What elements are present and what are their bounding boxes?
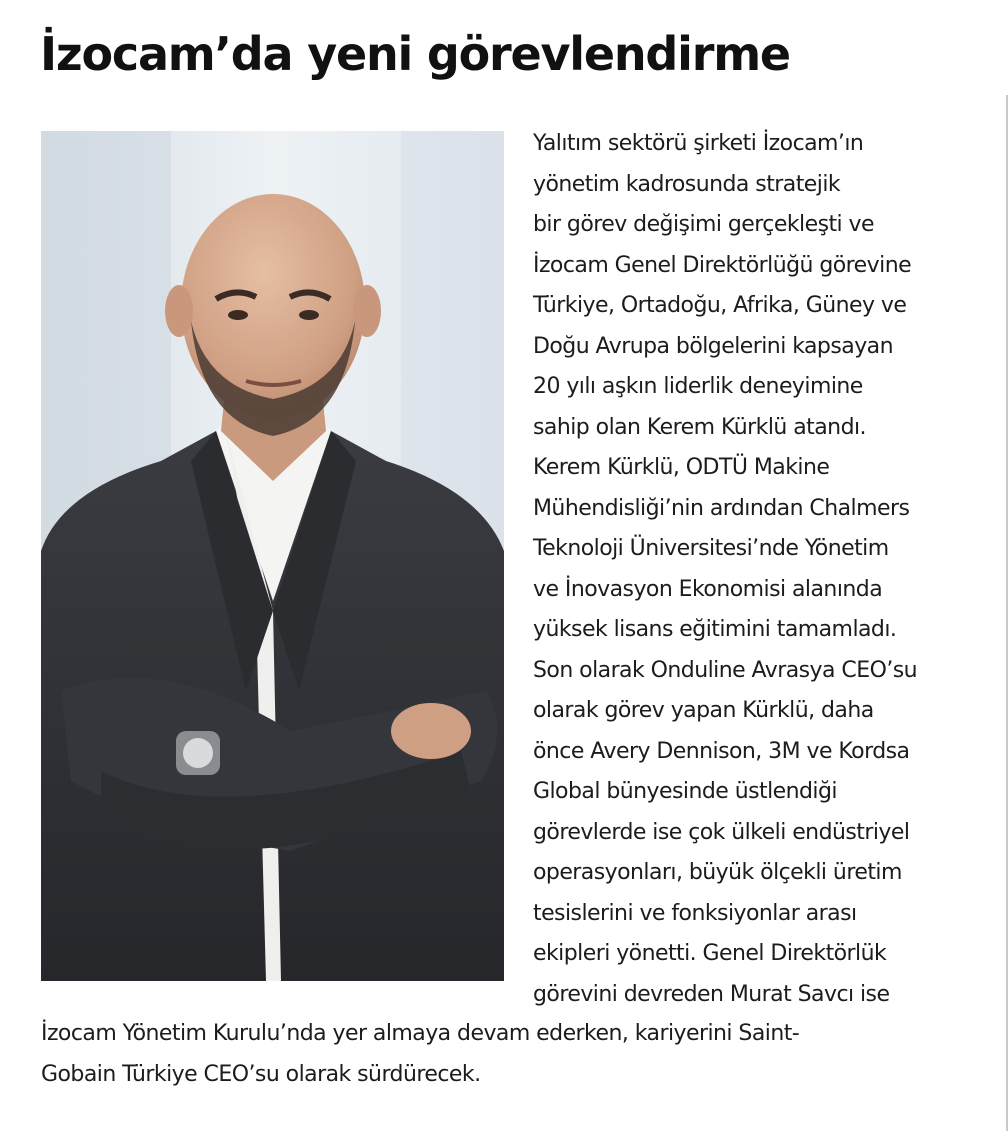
body-line: Global bünyesinde üstlendiği — [533, 779, 837, 804]
body-line: bir görev değişimi gerçekleşti ve — [533, 212, 875, 237]
body-line: olarak görev yapan Kürklü, daha — [533, 698, 874, 723]
body-line: Teknoloji Üniversitesi’nde Yönetim — [533, 536, 889, 561]
body-line: 20 yılı aşkın liderlik deneyimine — [533, 374, 863, 399]
body-line: görevini devreden Murat Savcı ise — [533, 981, 890, 1007]
body-line: Kerem Kürklü, ODTÜ Makine — [533, 455, 830, 480]
body-line: yüksek lisans eğitimini tamamladı. — [533, 617, 897, 642]
article-title: İzocam’da yeni görevlendirme — [40, 27, 790, 81]
body-line: Doğu Avrupa bölgelerini kapsayan — [533, 333, 893, 359]
body-line: operasyonları, büyük ölçekli üretim — [533, 860, 902, 885]
body-line: İzocam Genel Direktörlüğü görevine — [533, 252, 912, 278]
body-line: Türkiye, Ortadoğu, Afrika, Güney ve — [533, 293, 907, 318]
body-line: yönetim kadrosunda stratejik — [533, 171, 841, 197]
body-line: Gobain Türkiye CEO’su olarak sürdürecek. — [41, 1061, 481, 1087]
portrait-photo — [41, 131, 504, 981]
body-line: İzocam Yönetim Kurulu’nda yer almaya devam ederken, kariyerini Saint- — [41, 1021, 800, 1046]
article-body-column — [533, 124, 1003, 1015]
body-line: önce Avery Dennison, 3M ve Kordsa — [533, 738, 910, 764]
body-line: Mühendisliği’nin ardından Chalmers — [533, 495, 910, 521]
body-line: Son olarak Onduline Avrasya CEO’su — [533, 657, 918, 683]
body-line: tesislerini ve fonksiyonlar arası — [533, 900, 857, 926]
body-line: ekipleri yönetti. Genel Direktörlük — [533, 941, 887, 966]
body-line: sahip olan Kerem Kürklü atandı. — [533, 414, 866, 440]
body-line: Yalıtım sektörü şirketi İzocam’ın — [533, 131, 864, 156]
article-body-full-width — [41, 1014, 1001, 1095]
body-line: görevlerde ise çok ülkeli endüstriyel — [533, 819, 910, 845]
body-line: ve İnovasyon Ekonomisi alanında — [533, 576, 883, 602]
